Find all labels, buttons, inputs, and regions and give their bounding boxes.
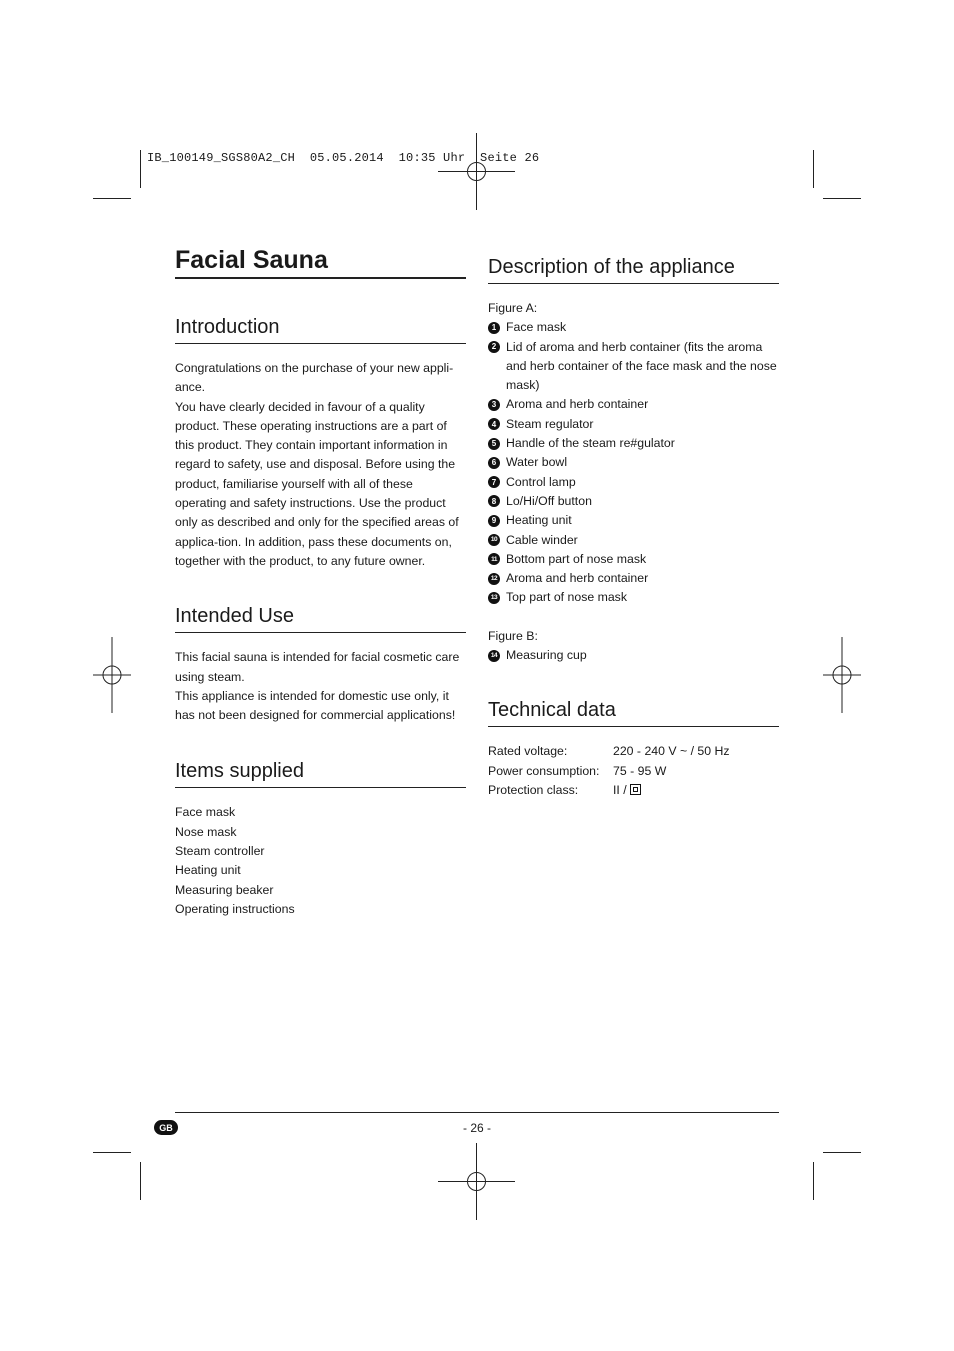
intended-use-text <box>175 648 466 725</box>
crop-mark <box>813 1162 814 1200</box>
intended-use-paragraph: This facial sauna is intended for facial cosmetic care using steam. <box>175 650 460 684</box>
introduction-paragraph: Congratulations on the purchase of your new appli-ance. <box>175 361 454 395</box>
item-text: Aroma and herb container <box>506 397 649 412</box>
item-number-badge: 11 <box>488 553 500 565</box>
section-rule <box>175 343 466 344</box>
technical-data-heading: Technical data <box>488 699 616 722</box>
section-rule <box>488 283 779 284</box>
item-number-badge: 1 <box>488 322 500 334</box>
list-item <box>488 453 779 472</box>
crop-mark <box>823 198 861 199</box>
list-item <box>488 434 779 453</box>
figure-b-list <box>488 646 779 665</box>
tech-value: 75 - 95 W <box>613 763 667 778</box>
registration-target <box>93 637 131 713</box>
item-number-badge: 6 <box>488 457 500 469</box>
print-slug: IB_100149_SGS80A2_CH 05.05.2014 10:35 Uhr Seite 26 <box>147 151 540 165</box>
list-item <box>488 569 779 588</box>
table-row <box>488 762 779 782</box>
section-rule <box>175 787 466 788</box>
registration-target <box>438 1143 515 1220</box>
registration-target <box>438 133 515 210</box>
list-item <box>488 550 779 569</box>
crop-mark <box>140 1162 141 1200</box>
item-text: Bottom part of nose mask <box>506 551 647 566</box>
figure-a-label: Figure A: <box>488 301 538 315</box>
right-column <box>488 254 779 801</box>
footer-rule <box>175 1112 779 1113</box>
tech-value: 220 - 240 V ~ / 50 Hz <box>613 744 730 759</box>
crop-mark <box>93 198 131 199</box>
protection-class-ii-icon <box>630 784 641 795</box>
crop-mark <box>140 150 141 188</box>
section-rule <box>175 632 466 633</box>
item-number-badge: 12 <box>488 573 500 585</box>
list-item <box>488 338 779 396</box>
item-number-badge: 9 <box>488 515 500 527</box>
item-number-badge: 13 <box>488 592 500 604</box>
item-number-badge: 3 <box>488 399 500 411</box>
introduction-paragraph: You have clearly decided in favour of a quality product. These operating instructions are a part of this product. They contain important information in regard to safety, use and disposal. Before using the product, familiarise yourself with all of these operating and safety instructions. Use the product only as described and only for the specified areas of applica-tion. In addition, pass these documents on, together with the product, to any future owner. <box>175 399 459 568</box>
item-text: Cable winder <box>506 532 578 547</box>
list-item <box>488 646 779 665</box>
tech-label: Protection class: <box>488 783 579 798</box>
list-item <box>488 395 779 414</box>
crop-mark <box>93 1152 131 1153</box>
list-item <box>488 511 779 530</box>
table-row <box>488 781 779 801</box>
figure-b-label: Figure B: <box>488 628 538 643</box>
list-item <box>488 415 779 434</box>
introduction-text <box>175 359 466 571</box>
crop-mark <box>823 1152 861 1153</box>
intended-use-heading: Intended Use <box>175 605 294 628</box>
item-number-badge: 5 <box>488 438 500 450</box>
country-badge: GB <box>154 1120 178 1135</box>
item-number-badge: 2 <box>488 341 500 353</box>
list-item: Steam controller <box>175 844 265 859</box>
page-title: Facial Sauna <box>175 246 328 274</box>
item-number-badge: 8 <box>488 495 500 507</box>
item-text: Lid of aroma and herb container (fits the aroma and herb container of the face mask and the nose mask) <box>506 339 777 393</box>
list-item <box>488 492 779 511</box>
item-number-badge: 14 <box>488 650 500 662</box>
tech-value <box>613 781 779 801</box>
page-number: - 26 - <box>462 1121 491 1135</box>
figure-a-list <box>488 318 779 607</box>
left-column <box>175 245 466 919</box>
technical-data-table <box>488 742 779 801</box>
list-item: Measuring beaker <box>175 882 274 897</box>
item-number-badge: 4 <box>488 418 500 430</box>
list-item: Operating instructions <box>175 901 295 916</box>
crop-mark <box>813 150 814 188</box>
registration-target <box>823 637 861 713</box>
item-text: Lo/Hi/Off button <box>506 493 592 508</box>
item-text: Face mask <box>506 320 567 335</box>
item-text: Water bowl <box>506 455 568 470</box>
intended-use-paragraph: This appliance is intended for domestic use only, it has not been designed for commercial applications! <box>175 688 456 723</box>
description-heading: Description of the appliance <box>488 256 735 278</box>
list-item: Nose mask <box>175 824 237 839</box>
item-text: Measuring cup <box>506 648 587 663</box>
item-text: Handle of the steam re#gulator <box>506 436 675 451</box>
list-item: Heating unit <box>175 863 241 878</box>
introduction-heading: Introduction <box>175 316 280 338</box>
tech-label: Rated voltage: <box>488 744 568 759</box>
item-text: Heating unit <box>506 513 572 528</box>
item-text: Control lamp <box>506 474 576 489</box>
tech-label: Power consumption: <box>488 763 600 778</box>
table-row <box>488 742 779 762</box>
items-supplied-heading: Items supplied <box>175 760 304 783</box>
title-rule <box>175 277 466 279</box>
list-item <box>488 473 779 492</box>
items-supplied-list <box>175 803 466 919</box>
list-item <box>488 588 779 607</box>
item-text: Steam regulator <box>506 416 594 431</box>
item-text: Top part of nose mask <box>506 590 627 605</box>
item-text: Aroma and herb container <box>506 571 649 586</box>
item-number-badge: 7 <box>488 476 500 488</box>
list-item <box>488 531 779 550</box>
list-item <box>488 318 779 337</box>
section-rule <box>488 726 779 727</box>
list-item: Face mask <box>175 805 236 820</box>
item-number-badge: 10 <box>488 534 500 546</box>
protection-class-value: II / <box>613 783 627 798</box>
